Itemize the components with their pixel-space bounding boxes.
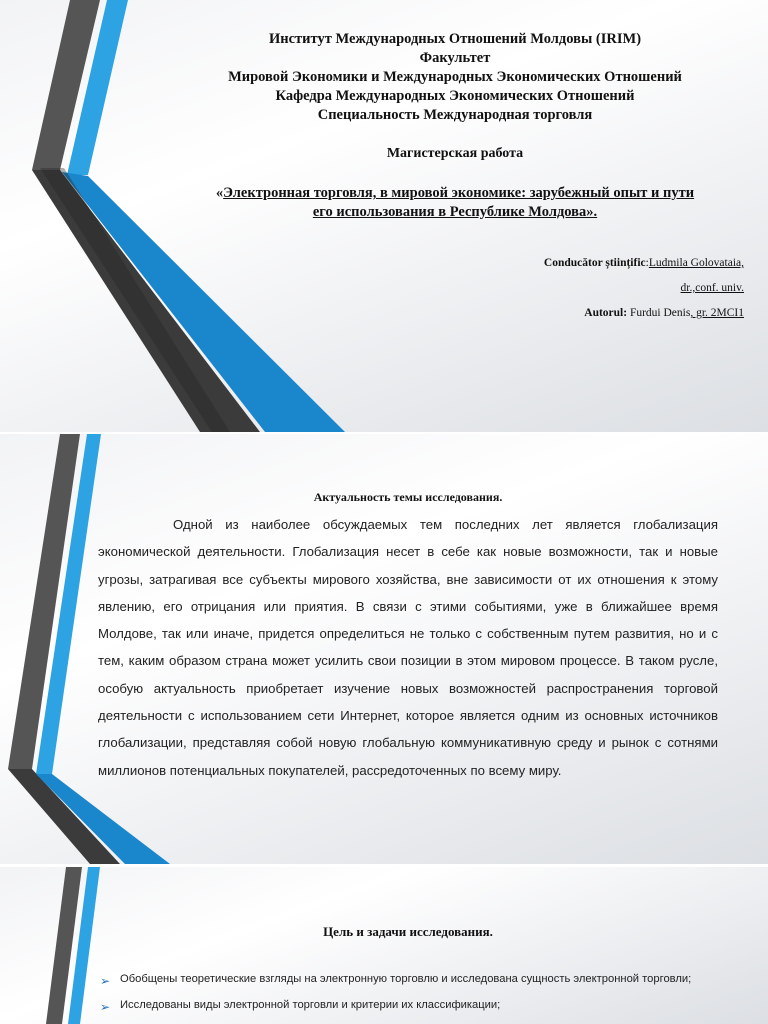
title-line-1: Электронная торговля, в мировой экономике: зарубежный опыт и пути (223, 185, 695, 201)
author-group: , gr. 2MCI1 (690, 307, 744, 319)
header-line: Институт Международных Отношений Молдовы (IRIM) (268, 31, 642, 47)
institution-header (150, 30, 760, 125)
author-name: Furdui Denis (629, 307, 691, 319)
supervisor-degree: dr.,conf. univ. (680, 282, 744, 294)
header-line: Специальность Международная торговля (317, 107, 593, 123)
supervisor-name: Ludmila Golovataia, (648, 257, 744, 269)
arrow-bullet-icon: ➢ (100, 1000, 111, 1014)
supervisor-degree-line (681, 282, 744, 294)
supervisor-label: Conducător științific (543, 257, 646, 269)
author-line (584, 307, 744, 319)
author-label: Autorul: (584, 307, 628, 319)
goals-list (100, 970, 740, 1022)
supervisor-line (544, 257, 744, 269)
list-item-text: Обобщены теоретические взгляды на электронную торговлю и исследована сущность электронной торговли; (120, 973, 692, 985)
list-item (100, 996, 740, 1022)
thesis-title (150, 184, 760, 222)
title-line-2: его использования в Республике Молдова». (312, 204, 598, 220)
list-item (100, 970, 740, 996)
header-line: Факультет (419, 50, 491, 66)
slide-goals (0, 867, 768, 1024)
slide-title (0, 0, 768, 432)
paragraph-text: Одной из наиболее обсуждаемых тем последних лет является глобализация экономической деятельности. Глобализация несет в себе как новые возможности, так и новые угрозы, затрагивая все субъекты мирового хозяйства, вне зависимости от их отношения к этому явлению, его отрицания или приятия. В связи с этими событиями, уже в ближайшее время Молдове, так или иначе, придется определиться не только с собственным путем развития, но и с тем, каким образом страна может усилить свои позиции в этом мировом процессе. В таком русле, особую актуальность приобретает изучение новых возможностей распространения торговой деятельности с использованием сети Интернет, которое является одним из основных источников глобализации, представляя собой новую глобальную коммуникативную среду и рынок с сотнями миллионов потенциальных покупателей, рассредоточенных по всему миру. (98, 517, 718, 778)
slide-relevance (0, 434, 768, 864)
work-type: Магистерская работа (386, 146, 524, 161)
supervisor-sep: : (645, 257, 649, 269)
header-line: Кафедра Международных Экономических Отношений (275, 88, 635, 104)
title-open-quote: « (215, 185, 224, 201)
header-line: Мировой Экономики и Международных Экономических Отношений (228, 69, 682, 85)
relevance-paragraph (98, 511, 718, 784)
section-heading: Цель и задачи исследования. (323, 924, 493, 939)
list-item-text: Исследованы виды электронной торговли и критерии их классификации; (120, 999, 501, 1011)
section-heading: Актуальность темы исследования. (313, 490, 503, 504)
arrow-bullet-icon: ➢ (100, 974, 111, 988)
